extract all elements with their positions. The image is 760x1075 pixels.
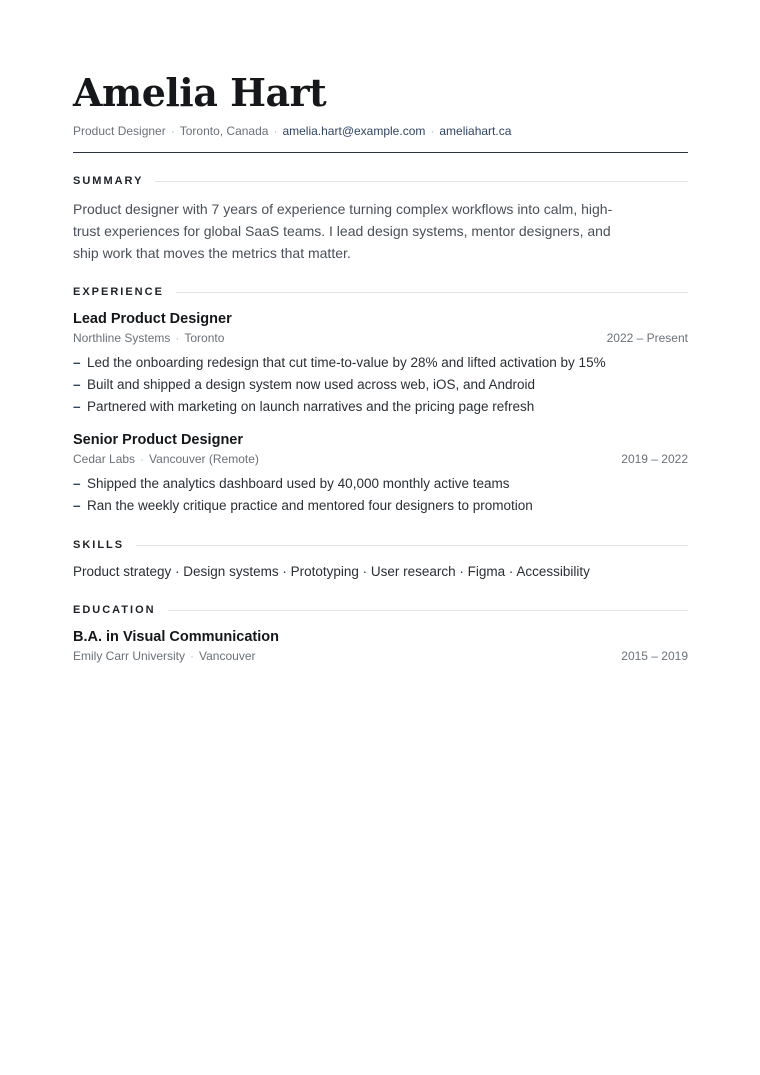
job-location: Toronto: [184, 331, 225, 345]
job-entry: [73, 309, 688, 418]
section-title: EXPERIENCE: [73, 286, 164, 298]
location: Toronto, Canada: [179, 124, 269, 138]
bullet-text: Ran the weekly critique practice and mentored four designers to promotion: [87, 498, 533, 513]
bullet-dash-icon: –: [73, 377, 81, 392]
education-dates: 2015 – 2019: [621, 649, 688, 663]
list-item: [73, 495, 688, 517]
list-item: [73, 374, 688, 396]
education-meta: [73, 648, 688, 665]
skills-list: Product strategy · Design systems · Prototyping · User research · Figma · Accessibility: [73, 564, 590, 579]
bullet-text: Shipped the analytics dashboard used by 40,000 monthly active teams: [87, 476, 510, 491]
section-divider: [168, 610, 688, 611]
job-employer: [73, 451, 259, 468]
bullet-text: Built and shipped a design system now used across web, iOS, and Android: [87, 377, 536, 392]
separator: ·: [170, 124, 175, 138]
bullet-dash-icon: –: [73, 399, 81, 414]
section-header: [73, 173, 688, 189]
website-link[interactable]: ameliahart.ca: [439, 124, 512, 138]
bullet-text: Partnered with marketing on launch narratives and the pricing page refresh: [87, 399, 535, 414]
skills-section: [73, 537, 688, 582]
summary-text: Product designer with 7 years of experience turning complex workflows into calm, high-trust experiences for global SaaS teams. I lead design systems, mentor designers, and ship work that moves the metrics that matter.: [73, 201, 613, 261]
school-name: Emily Carr University: [73, 649, 186, 663]
education-entry: [73, 627, 688, 665]
separator: ·: [175, 331, 180, 345]
job-role: Lead Product Designer: [73, 311, 232, 327]
contact-line: [73, 123, 688, 139]
bullet-dash-icon: –: [73, 498, 81, 513]
job-employer: [73, 330, 224, 347]
separator: ·: [190, 649, 195, 663]
bullet-dash-icon: –: [73, 476, 81, 491]
section-divider: [136, 545, 688, 546]
email-link[interactable]: amelia.hart@example.com: [282, 124, 426, 138]
job-role: Senior Product Designer: [73, 432, 244, 448]
section-title: SKILLS: [73, 539, 125, 551]
job-meta: [73, 330, 688, 347]
section-header: [73, 602, 688, 618]
degree: B.A. in Visual Communication: [73, 629, 279, 645]
company-name: Cedar Labs: [73, 452, 136, 466]
education-section: [73, 602, 688, 665]
separator: ·: [430, 124, 435, 138]
section-title: EDUCATION: [73, 604, 156, 616]
school-location: Vancouver: [199, 649, 256, 663]
job-bullets: [73, 352, 688, 418]
section-header: [73, 537, 688, 553]
job-bullets: [73, 473, 688, 517]
section-header: [73, 284, 688, 300]
separator: ·: [140, 452, 145, 466]
list-item: [73, 396, 688, 418]
job-entry: [73, 430, 688, 517]
resume-page: [73, 70, 688, 665]
candidate-name: Amelia Hart: [73, 70, 327, 115]
school-info: [73, 648, 256, 665]
experience-section: [73, 284, 688, 517]
summary-section: [73, 173, 688, 264]
section-divider: [176, 292, 688, 293]
company-name: Northline Systems: [73, 331, 171, 345]
list-item: [73, 473, 688, 495]
job-dates: 2019 – 2022: [621, 452, 688, 466]
header-divider: [73, 152, 688, 153]
bullet-text: Led the onboarding redesign that cut time-to-value by 28% and lifted activation by 15%: [87, 355, 606, 370]
job-title: Product Designer: [73, 124, 166, 138]
section-title: SUMMARY: [73, 175, 144, 187]
bullet-dash-icon: –: [73, 355, 81, 370]
section-divider: [155, 181, 688, 182]
job-dates: 2022 – Present: [606, 331, 688, 345]
separator: ·: [273, 124, 278, 138]
job-location: Vancouver (Remote): [149, 452, 259, 466]
job-meta: [73, 451, 688, 468]
list-item: [73, 352, 688, 374]
